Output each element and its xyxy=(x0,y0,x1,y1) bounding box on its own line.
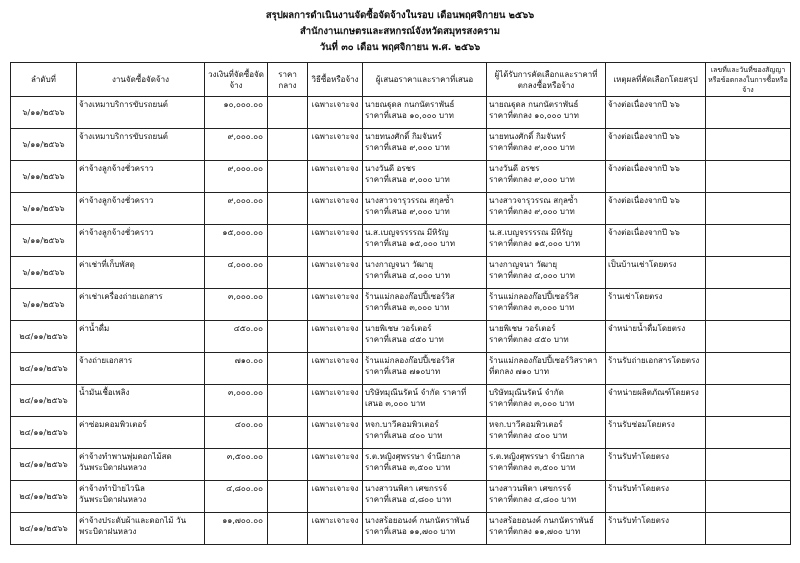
bidder-cell xyxy=(363,353,487,385)
bidder-cell xyxy=(363,449,487,481)
table-row xyxy=(11,385,791,417)
method-cell: เฉพาะเจาะจง xyxy=(308,97,363,129)
winner-cell-line-2: ราคาที่ตกลง ๑๐,๐๐๐ บาท xyxy=(489,111,579,120)
col-header-bidder: ผู้เสนอราคาและราคาที่เสนอ xyxy=(363,63,487,97)
bidder-cell-line-1: น.ส.เบญจรรรรณ มีหิรัญ xyxy=(365,228,449,237)
winner-cell xyxy=(487,417,606,449)
contract-cell xyxy=(706,225,791,257)
winner-cell-line-1: น.ส.เบญจรรรรณ มีหิรัญ xyxy=(489,228,573,237)
budget-cell: ๓,๐๐๐.๐๐ xyxy=(205,289,268,321)
winner-cell xyxy=(487,289,606,321)
median-price-cell xyxy=(268,289,308,321)
method-cell: เฉพาะเจาะจง xyxy=(308,129,363,161)
bidder-cell xyxy=(363,385,487,417)
task-cell xyxy=(77,321,205,353)
budget-cell: ๔๐๐.๐๐ xyxy=(205,417,268,449)
method-cell: เฉพาะเจาะจง xyxy=(308,353,363,385)
winner-cell-line-2: ราคาที่ตกลง ๑๑,๗๐๐ บาท xyxy=(489,527,581,536)
winner-cell-line-2: ราคาที่ตกลง ๔,๐๐๐ บาท xyxy=(489,271,575,280)
bidder-cell-line-2: ราคาที่เสนอ ๙,๐๐๐ บาท xyxy=(365,207,450,216)
bidder-cell-line-2: ราคาที่เสนอ ๑๐,๐๐๐ บาท xyxy=(365,111,454,120)
row-number: ๒๔/๑๑/๒๕๖๖ xyxy=(11,353,77,385)
winner-cell-line-2: ราคาที่ตกลง ๑๕,๐๐๐ บาท xyxy=(489,239,581,248)
task-cell-line-2: วันพระบิดาฝนหลวง xyxy=(79,463,147,472)
winner-cell-line-1: นายณฐุดล กนกนัตราพันธ์ xyxy=(489,100,579,109)
bidder-cell xyxy=(363,289,487,321)
budget-cell: ๑๐,๐๐๐.๐๐ xyxy=(205,97,268,129)
reason-cell: จ้างต่อเนื่องจากปี ๖๖ xyxy=(606,225,706,257)
table-row xyxy=(11,225,791,257)
table-row xyxy=(11,353,791,385)
table-row xyxy=(11,161,791,193)
budget-cell: ๑๑,๗๐๐.๐๐ xyxy=(205,513,268,545)
winner-cell xyxy=(487,513,606,545)
bidder-cell-line-2: ราคาที่เสนอ ๔๐๐ บาท xyxy=(365,431,443,440)
table-row xyxy=(11,129,791,161)
bidder-cell-line-2: ราคาที่เสนอ ๑๑,๗๐๐ บาท xyxy=(365,527,456,536)
reason-cell: จ้างต่อเนื่องจากปี ๖๖ xyxy=(606,161,706,193)
budget-cell: ๗๑๐.๐๐ xyxy=(205,353,268,385)
method-cell: เฉพาะเจาะจง xyxy=(308,385,363,417)
task-cell xyxy=(77,513,205,545)
report-date: วันที่ ๓๐ เดือน พฤศจิกายน พ.ศ. ๒๕๖๖ xyxy=(319,42,481,53)
task-cell-line-1: น้ำมันเชื้อเพลิง xyxy=(79,388,130,397)
reason-cell: จ้างต่อเนื่องจากปี ๖๖ xyxy=(606,97,706,129)
bidder-cell xyxy=(363,225,487,257)
method-cell: เฉพาะเจาะจง xyxy=(308,225,363,257)
row-number: ๒๔/๑๑/๒๕๖๖ xyxy=(11,321,77,353)
budget-cell: ๙,๐๐๐.๐๐ xyxy=(205,193,268,225)
contract-cell xyxy=(706,289,791,321)
contract-cell xyxy=(706,321,791,353)
col-header-median: ราคากลาง xyxy=(268,63,308,97)
bidder-cell-line-2: ราคาที่เสนอ ๙,๐๐๐ บาท xyxy=(365,175,450,184)
row-number: ๒๔/๑๑/๒๕๖๖ xyxy=(11,513,77,545)
median-price-cell xyxy=(268,129,308,161)
budget-cell: ๔,๘๐๐.๐๐ xyxy=(205,481,268,513)
budget-cell: ๑๕,๐๐๐.๐๐ xyxy=(205,225,268,257)
task-cell-line-1: ค่าจ้างลูกจ้างชั่วคราว xyxy=(79,228,154,237)
contract-cell xyxy=(706,385,791,417)
procurement-table xyxy=(10,62,791,545)
row-number: ๒๔/๑๑/๒๕๖๖ xyxy=(11,481,77,513)
median-price-cell xyxy=(268,513,308,545)
row-number: ๒๔/๑๑/๒๕๖๖ xyxy=(11,417,77,449)
bidder-cell-line-1: หจก.บาวีคอมพิวเตอร์ xyxy=(365,420,439,429)
task-cell-line-1: ค่าจ้างลูกจ้างชั่วคราว xyxy=(79,196,154,205)
report-title: สรุปผลการดำเนินงานจัดซื้อจัดจ้างในรอบ เดือนพฤศจิกายน ๒๕๖๖ xyxy=(265,10,535,21)
bidder-cell xyxy=(363,321,487,353)
reason-cell: ร้านรับซ่อมโดยตรง xyxy=(606,417,706,449)
bidder-cell-line-2: ราคาที่เสนอ ๙,๐๐๐ บาท xyxy=(365,143,450,152)
budget-cell: ๓,๕๐๐.๐๐ xyxy=(205,449,268,481)
table-header-row xyxy=(11,63,791,97)
row-number: ๖/๑๑/๒๕๖๖ xyxy=(11,289,77,321)
bidder-cell-line-1: บริษัทมุณีนรัตน์ จำกัด ราคาที่ xyxy=(365,388,467,397)
col-header-contract: เลขที่และวันที่ของสัญญาหรือข้อตกลงในการซื้อหรือจ้าง xyxy=(706,63,791,97)
bidder-cell-line-2: ราคาที่เสนอ ๔,๐๐๐ บาท xyxy=(365,271,450,280)
task-cell xyxy=(77,225,205,257)
winner-cell xyxy=(487,129,606,161)
contract-cell xyxy=(706,129,791,161)
winner-cell-line-2: ราคาที่ตกลง ๙,๐๐๐ บาท xyxy=(489,207,575,216)
bidder-cell xyxy=(363,193,487,225)
contract-cell xyxy=(706,417,791,449)
row-number: ๖/๑๑/๒๕๖๖ xyxy=(11,257,77,289)
task-cell-line-1: ค่าจ้างทำพานพุ่มดอกไม้สด xyxy=(79,452,172,461)
bidder-cell xyxy=(363,161,487,193)
table-row xyxy=(11,193,791,225)
winner-cell xyxy=(487,225,606,257)
winner-cell xyxy=(487,353,606,385)
bidder-cell-line-1: นางสาวจารุวรรณ สกุลซ้ำ xyxy=(365,196,454,205)
table-row xyxy=(11,513,791,545)
bidder-cell-line-2: ราคาที่เสนอ ๓,๕๐๐ บาท xyxy=(365,463,451,472)
winner-cell-line-1: นางสร้อยอนงค์ กนกนัตราพันธ์ xyxy=(489,516,594,525)
table-row xyxy=(11,481,791,513)
budget-cell: ๔๕๐.๐๐ xyxy=(205,321,268,353)
bidder-cell-line-2: ราคาที่เสนอ ๑๕,๐๐๐ บาท xyxy=(365,239,456,248)
bidder-cell xyxy=(363,513,487,545)
row-number: ๒๔/๑๑/๒๕๖๖ xyxy=(11,385,77,417)
winner-cell-line-2: ราคาที่ตกลง ๓,๐๐๐ บาท xyxy=(489,399,575,408)
winner-cell xyxy=(487,449,606,481)
median-price-cell xyxy=(268,97,308,129)
reason-cell: จำหน่ายน้ำดื่มโดยตรง xyxy=(606,321,706,353)
task-cell-line-2: วันพระบิดาฝนหลวง xyxy=(79,495,147,504)
winner-cell-line-1: ร.ต.หญิงศุพรรษา จำนียกาล xyxy=(489,452,585,461)
winner-cell xyxy=(487,481,606,513)
median-price-cell xyxy=(268,449,308,481)
table-body xyxy=(11,97,791,545)
contract-cell xyxy=(706,353,791,385)
task-cell-line-1: ค่าซ่อมคอมพิวเตอร์ xyxy=(79,420,147,429)
bidder-cell-line-1: นางสร้อยอนงค์ กนกนัตราพันธ์ xyxy=(365,516,470,525)
budget-cell: ๔,๐๐๐.๐๐ xyxy=(205,257,268,289)
row-number: ๖/๑๑/๒๕๖๖ xyxy=(11,97,77,129)
reason-cell: จ้างต่อเนื่องจากปี ๖๖ xyxy=(606,129,706,161)
reason-cell: ร้านรับทำโดยตรง xyxy=(606,513,706,545)
budget-cell: ๙,๐๐๐.๐๐ xyxy=(205,129,268,161)
median-price-cell xyxy=(268,481,308,513)
organization-name: สำนักงานเกษตรและสหกรณ์จังหวัดสมุทรสงคราม xyxy=(299,26,501,37)
table-row xyxy=(11,289,791,321)
contract-cell xyxy=(706,97,791,129)
winner-cell-line-2: ราคาที่ตกลง ๓,๕๐๐ บาท xyxy=(489,463,576,472)
contract-cell xyxy=(706,161,791,193)
row-number: ๖/๑๑/๒๕๖๖ xyxy=(11,225,77,257)
col-header-winner: ผู้ได้รับการคัดเลือกและราคาที่ตกลงซื้อหรือจ้าง xyxy=(487,63,606,97)
task-cell xyxy=(77,161,205,193)
winner-cell xyxy=(487,257,606,289)
bidder-cell-line-2: ราคาที่เสนอ ๔,๘๐๐ บาท xyxy=(365,495,452,504)
winner-cell-line-2: ราคาที่ตกลง ๙,๐๐๐ บาท xyxy=(489,175,575,184)
winner-cell-line-2: ราคาที่ตกลง ๓,๐๐๐ บาท xyxy=(489,303,575,312)
bidder-cell-line-1: นางกาญจนา วัฒายุ xyxy=(365,260,434,269)
task-cell xyxy=(77,385,205,417)
task-cell-line-1: ค่าจ้างทำป้ายไวนิล xyxy=(79,484,145,493)
contract-cell xyxy=(706,513,791,545)
median-price-cell xyxy=(268,161,308,193)
winner-cell-line-2: ราคาที่ตกลง ๙,๐๐๐ บาท xyxy=(489,143,575,152)
task-cell xyxy=(77,97,205,129)
winner-cell-line-1: นายพิเชษ วอร์เตอร์ xyxy=(489,324,556,333)
bidder-cell-line-1: ร้านแม่กลองก๊อปปี้เซอร์วิส xyxy=(365,292,455,301)
col-header-method: วิธีซื้อหรือจ้าง xyxy=(308,63,363,97)
task-cell xyxy=(77,353,205,385)
task-cell xyxy=(77,481,205,513)
bidder-cell-line-1: นายณฐุดล กนกนัตราพันธ์ xyxy=(365,100,455,109)
winner-cell-line-1: นายทนงศักดิ์ กิมจันทร์ xyxy=(489,132,566,141)
winner-cell xyxy=(487,385,606,417)
task-cell-line-1: ค่าจ้างประดับผ้าและดอกไม้ วัน xyxy=(79,516,187,525)
winner-cell-line-2: ราคาที่ตกลง ๔,๘๐๐ บาท xyxy=(489,495,577,504)
median-price-cell xyxy=(268,385,308,417)
task-cell xyxy=(77,257,205,289)
col-header-budget: วงเงินที่จัดซื้อจัดจ้าง xyxy=(205,63,268,97)
reason-cell: จ้างต่อเนื่องจากปี ๖๖ xyxy=(606,193,706,225)
col-header-no: ลำดับที่ xyxy=(11,63,77,97)
contract-cell xyxy=(706,449,791,481)
winner-cell xyxy=(487,161,606,193)
bidder-cell-line-1: นายทนงศักดิ์ กิมจันทร์ xyxy=(365,132,442,141)
task-cell-line-1: ค่าจ้างลูกจ้างชั่วคราว xyxy=(79,164,154,173)
winner-cell-line-1: นางวันดี อรชร xyxy=(489,164,540,173)
contract-cell xyxy=(706,193,791,225)
winner-cell-line-2: ราคาที่ตกลง ๔๐๐ บาท xyxy=(489,431,568,440)
reason-cell: เป็นบ้านเช่าโดยตรง xyxy=(606,257,706,289)
winner-cell xyxy=(487,97,606,129)
task-cell xyxy=(77,417,205,449)
winner-cell-line-1: นางสาวนพิตา เศขกรรจ์ xyxy=(489,484,572,493)
method-cell: เฉพาะเจาะจง xyxy=(308,321,363,353)
bidder-cell-line-2: ราคาที่เสนอ ๗๑๐บาท xyxy=(365,367,441,376)
bidder-cell-line-2: ราคาที่เสนอ ๔๕๐ บาท xyxy=(365,335,444,344)
reason-cell: ร้านรับทำโดยตรง xyxy=(606,481,706,513)
task-cell xyxy=(77,449,205,481)
winner-cell-line-1: ร้านแม่กลองก๊อปปี้เซอร์วิสราคา xyxy=(489,356,598,365)
winner-cell-line-1: ร้านแม่กลองก๊อปปี้เซอร์วิส xyxy=(489,292,579,301)
bidder-cell xyxy=(363,129,487,161)
bidder-cell-line-1: นางวันดี อรชร xyxy=(365,164,416,173)
bidder-cell-line-1: ร้านแม่กลองก๊อปปี้เซอร์วิส xyxy=(365,356,455,365)
row-number: ๖/๑๑/๒๕๖๖ xyxy=(11,193,77,225)
contract-cell xyxy=(706,257,791,289)
row-number: ๖/๑๑/๒๕๖๖ xyxy=(11,129,77,161)
median-price-cell xyxy=(268,257,308,289)
winner-cell-line-1: นางกาญจนา วัฒายุ xyxy=(489,260,558,269)
winner-cell-line-1: นางสาวจารุวรรณ สกุลซ้ำ xyxy=(489,196,578,205)
table-row xyxy=(11,417,791,449)
task-cell-line-1: ค่าเช่าเครื่องถ่ายเอกสาร xyxy=(79,292,163,301)
median-price-cell xyxy=(268,417,308,449)
task-cell-line-1: จ้างถ่ายเอกสาร xyxy=(79,356,133,365)
table-row xyxy=(11,97,791,129)
method-cell: เฉพาะเจาะจง xyxy=(308,417,363,449)
task-cell-line-1: ค่าเช่าที่เก็บพัสดุ xyxy=(79,260,135,269)
winner-cell xyxy=(487,193,606,225)
bidder-cell-line-2: เสนอ ๓,๐๐๐ บาท xyxy=(365,399,426,408)
bidder-cell xyxy=(363,97,487,129)
bidder-cell xyxy=(363,257,487,289)
method-cell: เฉพาะเจาะจง xyxy=(308,513,363,545)
reason-cell: จำหน่ายผลิตภัณฑ์โดยตรง xyxy=(606,385,706,417)
task-cell-line-2: พระบิดาฝนหลวง xyxy=(79,527,137,536)
bidder-cell-line-1: นางสาวนพิตา เศขกรรจ์ xyxy=(365,484,448,493)
task-cell xyxy=(77,193,205,225)
method-cell: เฉพาะเจาะจง xyxy=(308,481,363,513)
winner-cell-line-1: บริษัทมุณีนรัตน์ จำกัด xyxy=(489,388,564,397)
median-price-cell xyxy=(268,321,308,353)
median-price-cell xyxy=(268,353,308,385)
budget-cell: ๙,๐๐๐.๐๐ xyxy=(205,161,268,193)
method-cell: เฉพาะเจาะจง xyxy=(308,161,363,193)
bidder-cell xyxy=(363,417,487,449)
table-row xyxy=(11,257,791,289)
col-header-reason: เหตุผลที่คัดเลือกโดยสรุป xyxy=(606,63,706,97)
col-header-task: งานจัดซื้อจัดจ้าง xyxy=(77,63,205,97)
row-number: ๖/๑๑/๒๕๖๖ xyxy=(11,161,77,193)
bidder-cell-line-1: นายพิเชษ วอร์เตอร์ xyxy=(365,324,432,333)
budget-cell: ๓,๐๐๐.๐๐ xyxy=(205,385,268,417)
table-row xyxy=(11,321,791,353)
bidder-cell xyxy=(363,481,487,513)
row-number: ๒๔/๑๑/๒๕๖๖ xyxy=(11,449,77,481)
method-cell: เฉพาะเจาะจง xyxy=(308,289,363,321)
task-cell-line-1: จ้างเหมาบริการขับรถยนต์ xyxy=(79,132,168,141)
winner-cell-line-2: ที่ตกลง ๗๑๐ บาท xyxy=(489,367,550,376)
method-cell: เฉพาะเจาะจง xyxy=(308,449,363,481)
task-cell-line-1: ค่าน้ำดื่ม xyxy=(79,324,110,333)
median-price-cell xyxy=(268,225,308,257)
reason-cell: ร้านรับถ่ายเอกสารโดยตรง xyxy=(606,353,706,385)
winner-cell xyxy=(487,321,606,353)
table-row xyxy=(11,449,791,481)
winner-cell-line-1: หจก.บาวีคอมพิวเตอร์ xyxy=(489,420,563,429)
method-cell: เฉพาะเจาะจง xyxy=(308,193,363,225)
median-price-cell xyxy=(268,193,308,225)
task-cell xyxy=(77,129,205,161)
reason-cell: ร้านรับทำโดยตรง xyxy=(606,449,706,481)
bidder-cell-line-2: ราคาที่เสนอ ๓,๐๐๐ บาท xyxy=(365,303,450,312)
reason-cell: ร้านเช่าโดยตรง xyxy=(606,289,706,321)
winner-cell-line-2: ราคาที่ตกลง ๔๕๐ บาท xyxy=(489,335,569,344)
bidder-cell-line-1: ร.ต.หญิงศุพรรษา จำนียกาล xyxy=(365,452,461,461)
task-cell-line-1: จ้างเหมาบริการขับรถยนต์ xyxy=(79,100,168,109)
task-cell xyxy=(77,289,205,321)
method-cell: เฉพาะเจาะจง xyxy=(308,257,363,289)
contract-cell xyxy=(706,481,791,513)
